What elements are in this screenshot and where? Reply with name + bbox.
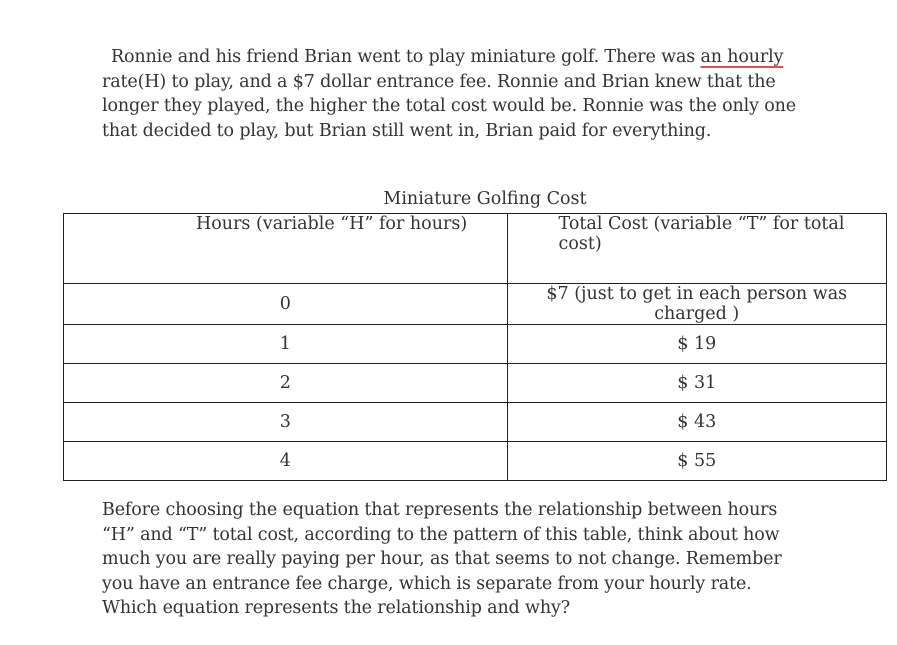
intro-text-after: rate(H) to play, and a $7 dollar entrance fee. Ronnie and Brian knew that the longer they played, the higher the total cost would be. Ronnie was the only one that decided to play, but Brian still went in, Brian paid for everything. <box>102 71 796 141</box>
cost-cell: $ 55 <box>507 442 886 481</box>
intro-paragraph <box>102 45 802 143</box>
intro-highlighted-phrase: an hourly <box>700 47 784 67</box>
cost-cell: $ 43 <box>507 403 886 442</box>
hours-cell: 0 <box>64 284 508 325</box>
cost-cell: $ 19 <box>507 325 886 364</box>
hours-cell: 2 <box>64 364 508 403</box>
table-row <box>64 325 887 364</box>
hours-column-header: Hours (variable “H” for hours) <box>64 214 508 284</box>
cost-table <box>63 213 887 481</box>
hours-cell: 3 <box>64 403 508 442</box>
intro-text-before: Ronnie and his friend Brian went to play miniature golf. There was <box>111 47 701 67</box>
hours-cell: 1 <box>64 325 508 364</box>
question-paragraph: Before choosing the equation that represents the relationship between hours “H” and “T” total cost, according to the pattern of this table, think about how much you are really paying per hour, as that seems to not change. Remember you have an entrance fee charge, which is separate from your hourly rate. Which equation represents the relationship and why? <box>102 500 782 618</box>
cost-cell: $ 31 <box>507 364 886 403</box>
table-row <box>64 442 887 481</box>
cost-cell: $7 (just to get in each person was charged ) <box>507 284 886 325</box>
table-header-row <box>64 214 887 284</box>
table-row <box>64 284 887 325</box>
total-cost-column-header: Total Cost (variable “T” for total cost) <box>507 214 886 284</box>
table-caption: Miniature Golfing Cost <box>383 189 587 209</box>
table-row <box>64 364 887 403</box>
table-row <box>64 403 887 442</box>
hours-cell: 4 <box>64 442 508 481</box>
